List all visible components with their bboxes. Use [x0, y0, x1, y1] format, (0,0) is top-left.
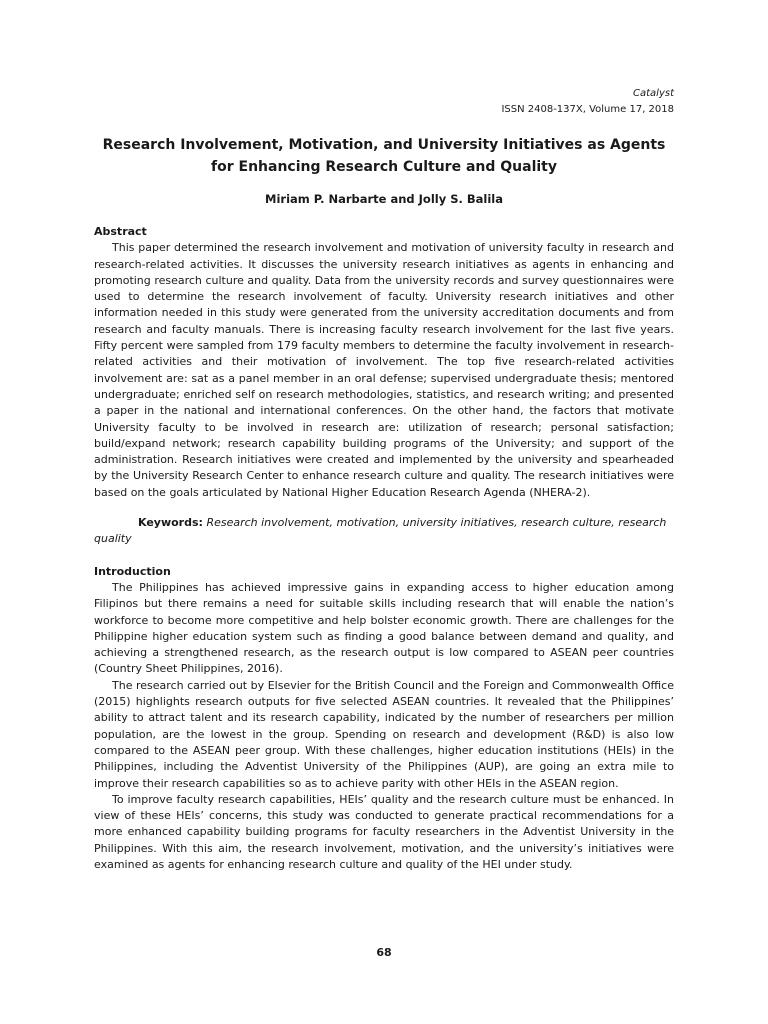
abstract-text: This paper determined the research involvement and motivation of university faculty in research and research-related activities. It discusses the university research initiatives as agents in enhancing and promoting research culture and quality. Data from the university records and survey questionnaires were used to determine the research involvement of faculty. University research initiatives and other information needed in this study were generated from the university accreditation documents and from research and faculty manuals. There is increasing faculty research involvement for the last five years. Fifty percent were sampled from 179 faculty members to determine the faculty involvement in research-related activities and their motivation of involvement. The top five research-related activities involvement are: sat as a panel member in an oral defense; supervised undergraduate thesis; mentored undergraduate; enriched self on research methodologies, statistics, and research writing; and presented a paper in the national and international conferences. On the other hand, the factors that motivate University faculty to be involved in research are: utilization of research; personal satisfaction; build/expand network; research capability building programs of the University; and support of the administration. Research initiatives were created and implemented by the university and spearheaded by the University Research Center to enhance research culture and quality. The research initiatives were based on the goals articulated by National Higher Education Research Agenda (NHERA-2). — [94, 241, 674, 499]
abstract-heading: Abstract — [94, 225, 147, 238]
page-number: 68 — [376, 946, 392, 959]
introduction-paragraph: To improve faculty research capabilities, HEIs’ quality and the research culture must be enhanced. In view of these HEIs’ concerns, this study was conducted to generate practical recommendations for a more enhanced capability building programs for faculty researchers in the Adventist University in the Philippines. With this aim, the research involvement, motivation, and the university’s initiatives were examined as agents for enhancing research culture and quality of the HEI under study. — [94, 792, 674, 871]
paper-authors: Miriam P. Narbarte and Jolly S. Balila — [265, 192, 503, 206]
journal-name: Catalyst — [633, 88, 674, 99]
keywords-text: Research involvement, motivation, university initiatives, research culture, research quality — [94, 516, 667, 546]
keywords-label: Keywords: — [138, 516, 203, 530]
paper-title: Research Involvement, Motivation, and University Initiatives as Agents for Enhancing Research Culture and Quality — [102, 137, 666, 175]
paper-body — [94, 224, 674, 873]
section-gap — [94, 548, 674, 564]
introduction-paragraph: The research carried out by Elsevier for the British Council and the Foreign and Commonwealth Office (2015) highlights research outputs for five selected ASEAN countries. It revealed that the Philippines’ ability to attract talent and its research capability, indicated by the number of researchers per million population, are the lowest in the group. Spending on research and development (R&D) is also low compared to the ASEAN peer group. With these challenges, higher education institutions (HEIs) in the Philippines, including the Adventist University of the Philippines (AUP), are going an extra mile to improve their research capabilities so as to achieve parity with other HEIs in the ASEAN region. — [94, 678, 674, 790]
issue-info: ISSN 2408-137X, Volume 17, 2018 — [501, 104, 674, 115]
introduction-heading: Introduction — [94, 564, 171, 578]
introduction-paragraph: The Philippines has achieved impressive gains in expanding access to higher education among Filipinos but there remains a need for suitable skills including research that will enable the nation’s workforce to become more competitive and help bolster economic growth. There are challenges for the Philippine higher education system such as finding a good balance between demand and quality, and achieving a strengthened research, as the research output is low compared to ASEAN peer countries (Country Sheet Philippines, 2016). — [94, 580, 674, 676]
running-head — [501, 86, 674, 118]
keywords — [94, 515, 674, 548]
